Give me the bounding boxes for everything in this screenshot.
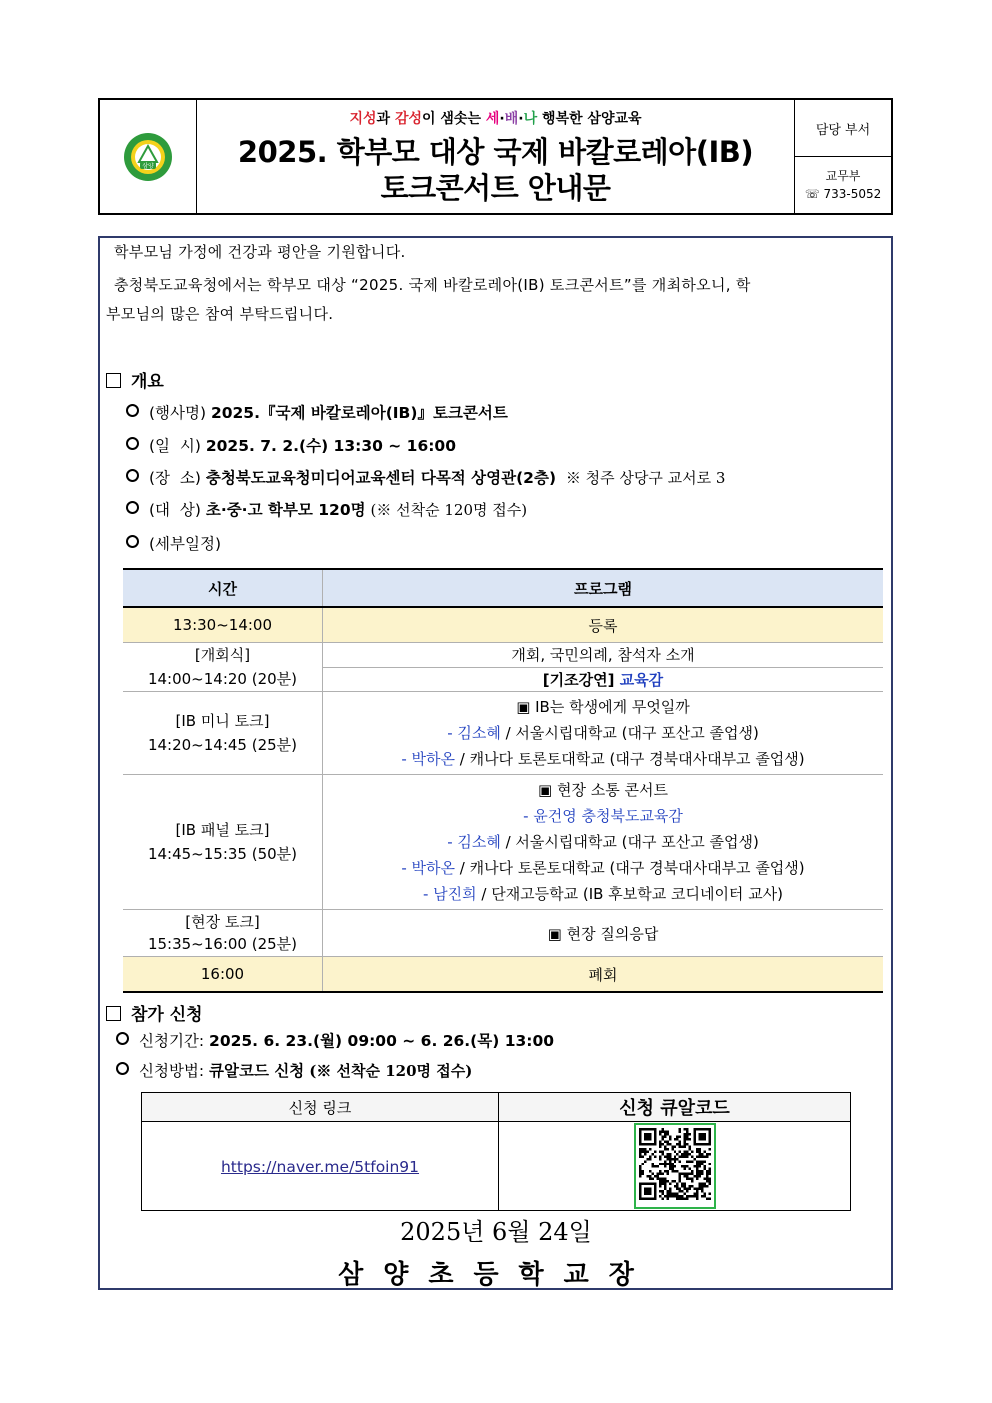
panelist-name: - 윤건영 충청북도교육감 xyxy=(523,807,683,825)
row-time xyxy=(123,692,323,775)
table-row xyxy=(123,607,883,643)
slogan-part: 이 샘솟는 xyxy=(422,110,486,127)
keynote-label: [기조강연] xyxy=(542,670,620,689)
department-label: 담당 부서 xyxy=(795,100,891,157)
place-label: (장 소) xyxy=(149,469,201,487)
session-title: ▣ 현장 소통 콘서트 xyxy=(538,781,668,799)
document-date: 2025년 6월 24일 xyxy=(400,1218,592,1246)
panelist xyxy=(323,881,883,907)
panelist-desc: / 단재고등학교 (IB 후보학교 코디네이터 교사) xyxy=(476,885,784,903)
panelist-name: - 박하온 xyxy=(401,750,455,768)
panelist xyxy=(323,720,883,746)
row-session-time: 14:00~14:20 (20분) xyxy=(147,670,298,688)
slogan xyxy=(349,108,641,128)
qr-code-icon[interactable] xyxy=(634,1123,716,1209)
circle-bullet-icon xyxy=(126,437,139,450)
title-line-2: 토크콘서트 안내문 xyxy=(380,170,611,205)
school-logo xyxy=(123,132,173,182)
table-header-row xyxy=(142,1093,851,1122)
apply-method xyxy=(116,1059,472,1081)
department-name: 교무부 xyxy=(825,169,861,183)
svg-text:삼양: 삼양 xyxy=(142,162,154,170)
panelist xyxy=(323,855,883,881)
panelist-name: - 김소혜 xyxy=(447,833,501,851)
row-program: 등록 xyxy=(323,607,884,643)
slogan-part: 과 xyxy=(376,110,395,127)
circle-bullet-icon xyxy=(116,1032,129,1045)
page-title xyxy=(238,134,753,206)
target-value: 초·중·고 학부모 120명 xyxy=(205,501,366,519)
table-row xyxy=(123,910,883,957)
overview-place xyxy=(126,466,725,488)
overview-heading-text: 개요 xyxy=(131,372,164,392)
panelist xyxy=(323,829,883,855)
method-note: (※ 선착순 120명 접수) xyxy=(309,1062,473,1080)
circle-bullet-icon xyxy=(126,469,139,482)
slogan-part: 나 xyxy=(523,110,538,127)
section-overview-heading xyxy=(106,367,164,392)
datetime-label: (일 시) xyxy=(149,437,201,455)
department-info xyxy=(795,157,891,213)
section-apply-heading xyxy=(106,1000,203,1025)
application-link[interactable]: https://naver.me/5tfoin91 xyxy=(220,1157,420,1176)
method-value: 큐알코드 신청 xyxy=(209,1062,305,1080)
panelist-name: - 박하온 xyxy=(401,859,455,877)
row-program: 개회, 국민의례, 참석자 소개 xyxy=(323,643,884,668)
apply-heading-text: 참가 신청 xyxy=(131,1005,203,1025)
row-time: 16:00 xyxy=(123,957,323,993)
method-label: 신청방법: xyxy=(139,1062,210,1080)
row-program: ▣ 현장 질의응답 xyxy=(323,910,884,957)
slogan-part: 세 xyxy=(485,110,500,127)
target-note: (※ 선착순 120명 접수) xyxy=(370,501,528,519)
overview-detail xyxy=(126,532,221,554)
detail-label: (세부일정) xyxy=(149,535,221,553)
circle-bullet-icon xyxy=(116,1062,129,1075)
row-session-name: [개회식] xyxy=(194,646,251,664)
signature: 삼양초등학교장 xyxy=(338,1260,654,1290)
panelist-desc: / 서울시립대학교 (대구 포산고 졸업생) xyxy=(500,833,759,851)
overview-datetime xyxy=(126,434,456,456)
table-row xyxy=(123,775,883,910)
circle-bullet-icon xyxy=(126,535,139,548)
row-session-name: [IB 미니 토크] xyxy=(175,712,270,730)
target-label: (대 상) xyxy=(149,501,201,519)
panelist-desc: / 캐나다 토론토대학교 (대구 경북대사대부고 졸업생) xyxy=(454,750,805,768)
title-cell xyxy=(197,100,794,213)
row-session-time: 15:35~16:00 (25분) xyxy=(147,935,298,953)
table-header-row xyxy=(123,569,883,607)
overview-target xyxy=(126,498,527,520)
datetime-value: 2025. 7. 2.(수) 13:30 ~ 16:00 xyxy=(205,437,457,455)
event-value: 2025.『국제 바칼로레아(IB)』토크콘서트 xyxy=(210,404,508,422)
department-cell xyxy=(794,100,891,213)
row-program xyxy=(323,667,884,692)
intro-line-1: 학부모님 가정에 건강과 평안을 기원합니다. xyxy=(114,243,406,261)
title-line-1: 2025. 학부모 대상 국제 바칼로레아(IB) xyxy=(237,134,754,169)
circle-bullet-icon xyxy=(126,501,139,514)
qr-cell xyxy=(499,1122,851,1211)
row-session-name: [현장 토크] xyxy=(185,913,260,931)
slogan-part: · xyxy=(499,110,505,127)
intro-line-3: 부모님의 많은 참여 부탁드립니다. xyxy=(106,305,334,323)
table-row xyxy=(123,957,883,993)
intro-line-2: 충청북도교육청에서는 학부모 대상 “2025. 국제 바칼로레아(IB) 토크콘서트”를 개최하오니, 학 xyxy=(114,276,751,294)
row-session-time: 14:20~14:45 (25분) xyxy=(147,736,298,754)
slogan-part: 배 xyxy=(504,110,519,127)
column-header-link: 신청 링크 xyxy=(142,1093,499,1122)
logo-cell xyxy=(100,100,197,213)
row-time: 13:30~14:00 xyxy=(123,607,323,643)
row-session-time: 14:45~15:35 (50분) xyxy=(147,845,298,863)
period-label: 신청기간: xyxy=(139,1032,210,1050)
row-time xyxy=(123,910,323,957)
column-header-program: 프로그램 xyxy=(323,569,884,607)
table-row xyxy=(123,692,883,775)
period-value: 2025. 6. 23.(월) 09:00 ~ 6. 26.(목) 13:00 xyxy=(209,1032,555,1050)
row-time xyxy=(123,775,323,910)
row-program xyxy=(323,775,884,910)
column-header-time: 시간 xyxy=(123,569,323,607)
place-note: ※ 청주 상당구 교서로 3 xyxy=(565,469,726,487)
table-row xyxy=(123,643,883,668)
session-title: ▣ IB는 학생에게 무엇일까 xyxy=(516,698,690,716)
checkbox-square-icon xyxy=(106,373,121,388)
overview-event xyxy=(126,401,508,423)
circle-bullet-icon xyxy=(126,404,139,417)
panelist xyxy=(323,746,883,772)
slogan-part: 행복한 삼양교육 xyxy=(537,110,642,127)
keynote-speaker: 교육감 xyxy=(619,670,664,689)
department-phone: ☏ 733-5052 xyxy=(804,187,882,201)
table-row xyxy=(142,1122,851,1211)
event-label: (행사명) xyxy=(149,404,207,422)
column-header-qr: 신청 큐알코드 xyxy=(499,1093,851,1122)
row-time xyxy=(123,643,323,692)
checkbox-square-icon xyxy=(106,1006,121,1021)
panelist-name: - 김소혜 xyxy=(447,724,501,742)
panelist-desc: / 캐나다 토론토대학교 (대구 경북대사대부고 졸업생) xyxy=(454,859,805,877)
application-table xyxy=(141,1092,851,1211)
panelist-desc: / 서울시립대학교 (대구 포산고 졸업생) xyxy=(500,724,759,742)
slogan-part: 감성 xyxy=(394,110,422,127)
slogan-part: · xyxy=(518,110,524,127)
link-cell xyxy=(142,1122,499,1211)
document-header xyxy=(98,98,893,215)
place-value: 충청북도교육청미디어교육센터 다목적 상영관(2층) xyxy=(205,469,557,487)
panelist-name: - 남진희 xyxy=(422,885,477,903)
row-program xyxy=(323,692,884,775)
slogan-part: 지성 xyxy=(349,110,377,127)
apply-period xyxy=(116,1029,554,1051)
row-program: 폐회 xyxy=(323,957,884,993)
schedule-table xyxy=(123,568,883,993)
row-session-name: [IB 패널 토크] xyxy=(175,821,270,839)
